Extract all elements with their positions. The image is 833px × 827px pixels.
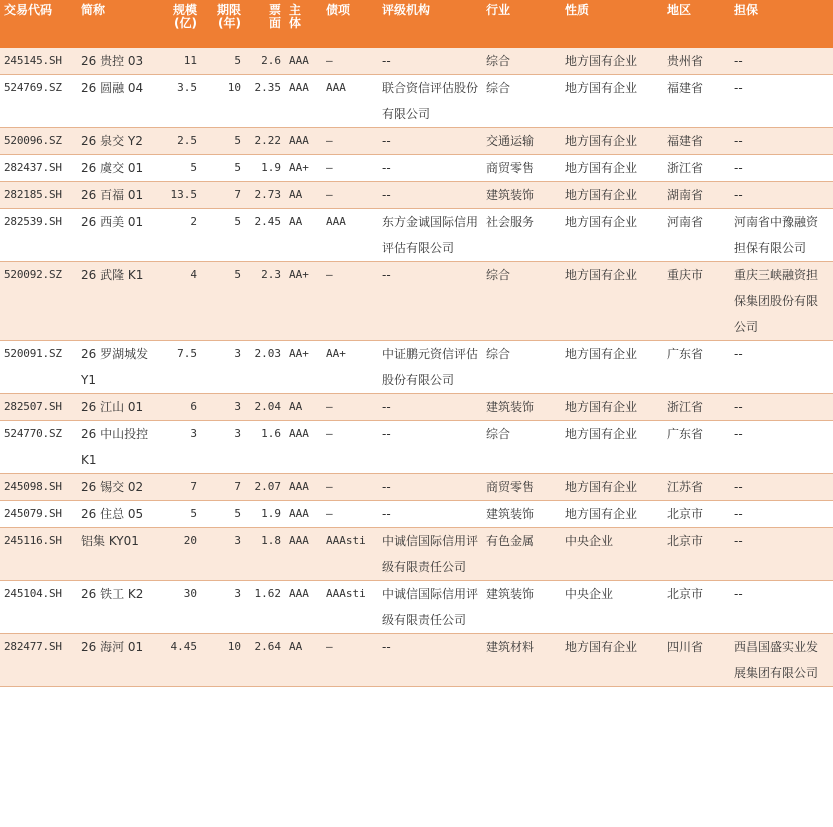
cell-scale: 5 <box>157 501 201 528</box>
cell-agency: -- <box>378 501 482 528</box>
cell-term: 5 <box>201 209 245 262</box>
cell-term: 3 <box>201 528 245 581</box>
cell-industry: 综合 <box>482 262 561 341</box>
header-row <box>0 0 833 48</box>
cell-name: 26 泉交 Y2 <box>77 128 157 155</box>
cell-name: 26 海河 01 <box>77 634 157 687</box>
cell-region: 浙江省 <box>663 394 730 421</box>
cell-term: 7 <box>201 182 245 209</box>
cell-term: 3 <box>201 581 245 634</box>
cell-code: 520096.SZ <box>0 128 77 155</box>
cell-region: 福建省 <box>663 128 730 155</box>
header-bond-rating: 债项 <box>322 0 378 48</box>
cell-coupon: 2.73 <box>245 182 285 209</box>
cell-bond: — <box>322 474 378 501</box>
cell-coupon: 1.9 <box>245 155 285 182</box>
cell-code: 520091.SZ <box>0 341 77 394</box>
cell-region: 河南省 <box>663 209 730 262</box>
cell-industry: 建筑装饰 <box>482 501 561 528</box>
cell-code: 282507.SH <box>0 394 77 421</box>
cell-nature: 地方国有企业 <box>561 501 663 528</box>
cell-guarantee: -- <box>730 528 833 581</box>
cell-issuer: AAA <box>285 528 322 581</box>
cell-industry: 建筑装饰 <box>482 581 561 634</box>
cell-code: 245104.SH <box>0 581 77 634</box>
table-row <box>0 528 833 581</box>
cell-scale: 5 <box>157 155 201 182</box>
cell-issuer: AA <box>285 182 322 209</box>
cell-issuer: AAA <box>285 128 322 155</box>
cell-coupon: 1.6 <box>245 421 285 474</box>
cell-term: 5 <box>201 262 245 341</box>
table-row <box>0 155 833 182</box>
cell-code: 282185.SH <box>0 182 77 209</box>
cell-issuer: AA <box>285 394 322 421</box>
cell-scale: 3.5 <box>157 75 201 128</box>
cell-bond: AA+ <box>322 341 378 394</box>
cell-region: 北京市 <box>663 528 730 581</box>
cell-scale: 4 <box>157 262 201 341</box>
cell-bond: — <box>322 182 378 209</box>
cell-scale: 20 <box>157 528 201 581</box>
cell-nature: 地方国有企业 <box>561 209 663 262</box>
cell-agency: 中诚信国际信用评级有限责任公司 <box>378 528 482 581</box>
header-scale: 规模 (亿) <box>157 0 201 48</box>
cell-nature: 地方国有企业 <box>561 262 663 341</box>
header-coupon: 票 面 <box>245 0 285 48</box>
cell-name: 26 住总 05 <box>77 501 157 528</box>
cell-agency: -- <box>378 421 482 474</box>
header-issuer-rating: 主 体 <box>285 0 322 48</box>
cell-industry: 社会服务 <box>482 209 561 262</box>
cell-region: 贵州省 <box>663 48 730 75</box>
cell-industry: 综合 <box>482 341 561 394</box>
cell-nature: 地方国有企业 <box>561 634 663 687</box>
cell-region: 江苏省 <box>663 474 730 501</box>
cell-agency: -- <box>378 474 482 501</box>
cell-nature: 地方国有企业 <box>561 155 663 182</box>
cell-code: 520092.SZ <box>0 262 77 341</box>
cell-guarantee: -- <box>730 501 833 528</box>
cell-code: 245145.SH <box>0 48 77 75</box>
cell-term: 10 <box>201 634 245 687</box>
cell-term: 5 <box>201 501 245 528</box>
cell-bond: — <box>322 128 378 155</box>
cell-issuer: AAA <box>285 75 322 128</box>
cell-agency: -- <box>378 182 482 209</box>
cell-guarantee: 西昌国盛实业发展集团有限公司 <box>730 634 833 687</box>
cell-nature: 中央企业 <box>561 528 663 581</box>
cell-coupon: 1.62 <box>245 581 285 634</box>
cell-guarantee: -- <box>730 128 833 155</box>
cell-nature: 地方国有企业 <box>561 341 663 394</box>
cell-code: 245079.SH <box>0 501 77 528</box>
cell-term: 5 <box>201 128 245 155</box>
cell-bond: AAA <box>322 209 378 262</box>
cell-term: 3 <box>201 341 245 394</box>
table-row <box>0 501 833 528</box>
cell-name: 26 西美 01 <box>77 209 157 262</box>
cell-issuer: AA+ <box>285 155 322 182</box>
cell-guarantee: -- <box>730 182 833 209</box>
cell-scale: 11 <box>157 48 201 75</box>
cell-term: 5 <box>201 155 245 182</box>
cell-term: 3 <box>201 421 245 474</box>
cell-industry: 交通运输 <box>482 128 561 155</box>
header-name: 简称 <box>77 0 157 48</box>
cell-industry: 建筑装饰 <box>482 394 561 421</box>
cell-coupon: 1.8 <box>245 528 285 581</box>
cell-issuer: AA <box>285 634 322 687</box>
cell-guarantee: -- <box>730 75 833 128</box>
cell-code: 245098.SH <box>0 474 77 501</box>
header-industry: 行业 <box>482 0 561 48</box>
cell-name: 26 中山投控 K1 <box>77 421 157 474</box>
cell-term: 5 <box>201 48 245 75</box>
cell-industry: 综合 <box>482 421 561 474</box>
cell-nature: 地方国有企业 <box>561 474 663 501</box>
cell-region: 重庆市 <box>663 262 730 341</box>
table-row <box>0 474 833 501</box>
cell-code: 282477.SH <box>0 634 77 687</box>
cell-industry: 综合 <box>482 48 561 75</box>
table-row <box>0 634 833 687</box>
header-term: 期限 (年) <box>201 0 245 48</box>
cell-name: 铝集 KY01 <box>77 528 157 581</box>
cell-bond: — <box>322 501 378 528</box>
header-guarantee: 担保 <box>730 0 833 48</box>
cell-term: 7 <box>201 474 245 501</box>
cell-bond: AAAsti <box>322 528 378 581</box>
cell-name: 26 罗湖城发 Y1 <box>77 341 157 394</box>
cell-issuer: AAA <box>285 421 322 474</box>
table-row <box>0 182 833 209</box>
cell-guarantee: -- <box>730 341 833 394</box>
cell-region: 广东省 <box>663 421 730 474</box>
table-row <box>0 128 833 155</box>
cell-coupon: 2.6 <box>245 48 285 75</box>
cell-agency: 中诚信国际信用评级有限责任公司 <box>378 581 482 634</box>
cell-scale: 3 <box>157 421 201 474</box>
cell-scale: 6 <box>157 394 201 421</box>
cell-bond: — <box>322 155 378 182</box>
cell-guarantee: -- <box>730 394 833 421</box>
cell-issuer: AA+ <box>285 262 322 341</box>
table-body <box>0 48 833 687</box>
cell-scale: 2 <box>157 209 201 262</box>
cell-name: 26 百福 01 <box>77 182 157 209</box>
cell-scale: 30 <box>157 581 201 634</box>
table-row <box>0 209 833 262</box>
table-row <box>0 262 833 341</box>
cell-name: 26 圆融 04 <box>77 75 157 128</box>
cell-code: 282437.SH <box>0 155 77 182</box>
cell-bond: AAAsti <box>322 581 378 634</box>
table-row <box>0 75 833 128</box>
cell-agency: -- <box>378 155 482 182</box>
cell-nature: 地方国有企业 <box>561 394 663 421</box>
cell-coupon: 1.9 <box>245 501 285 528</box>
cell-agency: -- <box>378 48 482 75</box>
cell-agency: -- <box>378 394 482 421</box>
cell-code: 245116.SH <box>0 528 77 581</box>
cell-guarantee: -- <box>730 155 833 182</box>
cell-guarantee: 重庆三峡融资担保集团股份有限公司 <box>730 262 833 341</box>
cell-agency: -- <box>378 634 482 687</box>
cell-nature: 地方国有企业 <box>561 128 663 155</box>
cell-term: 3 <box>201 394 245 421</box>
cell-name: 26 虞交 01 <box>77 155 157 182</box>
cell-issuer: AA <box>285 209 322 262</box>
cell-region: 浙江省 <box>663 155 730 182</box>
table-row <box>0 421 833 474</box>
cell-region: 广东省 <box>663 341 730 394</box>
cell-issuer: AAA <box>285 581 322 634</box>
cell-guarantee: -- <box>730 474 833 501</box>
cell-coupon: 2.04 <box>245 394 285 421</box>
cell-agency: 中证鹏元资信评估股份有限公司 <box>378 341 482 394</box>
cell-guarantee: -- <box>730 421 833 474</box>
table-row <box>0 341 833 394</box>
cell-nature: 地方国有企业 <box>561 182 663 209</box>
table-row <box>0 48 833 75</box>
cell-code: 282539.SH <box>0 209 77 262</box>
cell-name: 26 贵控 03 <box>77 48 157 75</box>
cell-industry: 综合 <box>482 75 561 128</box>
cell-region: 北京市 <box>663 501 730 528</box>
cell-region: 湖南省 <box>663 182 730 209</box>
cell-guarantee: -- <box>730 581 833 634</box>
cell-scale: 7 <box>157 474 201 501</box>
cell-agency: -- <box>378 128 482 155</box>
cell-guarantee: 河南省中豫融资担保有限公司 <box>730 209 833 262</box>
cell-issuer: AA+ <box>285 341 322 394</box>
cell-agency: -- <box>378 262 482 341</box>
header-nature: 性质 <box>561 0 663 48</box>
cell-nature: 中央企业 <box>561 581 663 634</box>
cell-bond: AAA <box>322 75 378 128</box>
cell-bond: — <box>322 394 378 421</box>
cell-scale: 4.45 <box>157 634 201 687</box>
cell-scale: 13.5 <box>157 182 201 209</box>
cell-agency: 联合资信评估股份有限公司 <box>378 75 482 128</box>
cell-coupon: 2.03 <box>245 341 285 394</box>
header-agency: 评级机构 <box>378 0 482 48</box>
cell-scale: 2.5 <box>157 128 201 155</box>
table-row <box>0 581 833 634</box>
cell-region: 北京市 <box>663 581 730 634</box>
cell-nature: 地方国有企业 <box>561 48 663 75</box>
cell-industry: 建筑装饰 <box>482 182 561 209</box>
cell-region: 福建省 <box>663 75 730 128</box>
cell-term: 10 <box>201 75 245 128</box>
cell-name: 26 锡交 02 <box>77 474 157 501</box>
cell-industry: 商贸零售 <box>482 474 561 501</box>
cell-nature: 地方国有企业 <box>561 75 663 128</box>
cell-issuer: AAA <box>285 474 322 501</box>
cell-name: 26 江山 01 <box>77 394 157 421</box>
cell-name: 26 武隆 K1 <box>77 262 157 341</box>
cell-coupon: 2.22 <box>245 128 285 155</box>
cell-bond: — <box>322 421 378 474</box>
cell-bond: — <box>322 634 378 687</box>
cell-industry: 商贸零售 <box>482 155 561 182</box>
cell-coupon: 2.64 <box>245 634 285 687</box>
cell-bond: — <box>322 262 378 341</box>
cell-code: 524770.SZ <box>0 421 77 474</box>
cell-code: 524769.SZ <box>0 75 77 128</box>
table-row <box>0 394 833 421</box>
header-code: 交易代码 <box>0 0 77 48</box>
cell-guarantee: -- <box>730 48 833 75</box>
cell-issuer: AAA <box>285 501 322 528</box>
cell-coupon: 2.07 <box>245 474 285 501</box>
cell-region: 四川省 <box>663 634 730 687</box>
cell-industry: 有色金属 <box>482 528 561 581</box>
cell-agency: 东方金诚国际信用评估有限公司 <box>378 209 482 262</box>
cell-coupon: 2.3 <box>245 262 285 341</box>
cell-scale: 7.5 <box>157 341 201 394</box>
cell-nature: 地方国有企业 <box>561 421 663 474</box>
cell-bond: — <box>322 48 378 75</box>
cell-coupon: 2.45 <box>245 209 285 262</box>
header-region: 地区 <box>663 0 730 48</box>
cell-industry: 建筑材料 <box>482 634 561 687</box>
table-header <box>0 0 833 48</box>
cell-name: 26 铁工 K2 <box>77 581 157 634</box>
cell-issuer: AAA <box>285 48 322 75</box>
cell-coupon: 2.35 <box>245 75 285 128</box>
